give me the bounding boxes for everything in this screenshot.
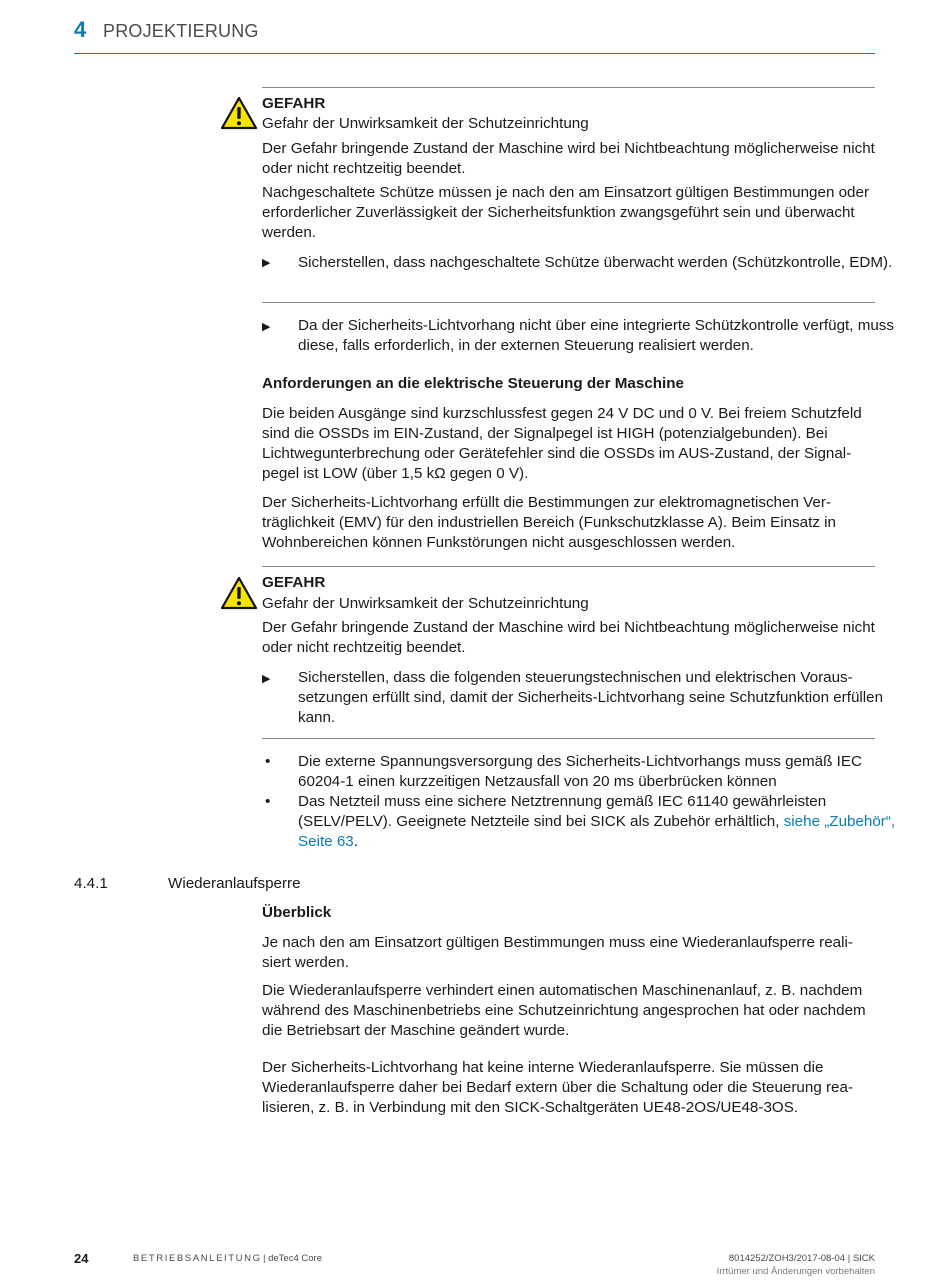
header-divider [74, 53, 875, 54]
warning-action: Sicherstellen, dass nachgeschaltete Schütze überwacht werden (Schützkontrolle, EDM). [298, 254, 893, 271]
triangle-right-icon: ▶ [262, 257, 271, 269]
warning-paragraph: Der Gefahr bringende Zustand der Maschine wird bei Nichtbeachtung möglicherweise nicht oder nicht rechtzeitig beendet. [262, 140, 875, 177]
warning-top-rule [262, 566, 875, 567]
triangle-right-icon: ▶ [262, 673, 271, 685]
footer-product: | deTec4 Core [263, 1253, 322, 1264]
subheading: Anforderungen an die elektrische Steuerung der Maschine [262, 375, 684, 392]
chapter-title: PROJEKTIERUNG [103, 21, 259, 41]
list-item-end: . [353, 833, 358, 850]
warning-signal-word: GEFAHR [262, 95, 326, 112]
footer-doc-ref: 8014252/ZOH3/2017-08-04 | SICK [728, 1253, 875, 1264]
paragraph: Die Wiederanlaufsperre verhindert einen automatischen Maschinenanlauf, z. B. nachdem während des Maschinenbetriebs eine Schutzeinrichtung angesprochen hat oder nachdem die Betriebsart der Maschine geändert wurde. [262, 982, 866, 1039]
footer-doc-type: BETRIEBSANLEITUNG [133, 1253, 262, 1264]
page-number: 24 [74, 1251, 89, 1266]
paragraph: Der Sicherheits-Lichtvorhang erfüllt die Bestimmungen zur elektromagnetischen Verträglichkeit (EMV) für den industriellen Bereich (Funkschutzklasse A). Beim Einsatz in Wohnbereichen können Funkstörungen nicht ausgeschlossen werden. [262, 494, 836, 551]
list-item: Die externe Spannungsversorgung des Sicherheits-Lichtvorhangs muss gemäß IEC 60204-1 einen kurzzeitigen Netzausfall von 20 ms überbrücken können [298, 753, 862, 790]
paragraph: Je nach den am Einsatzort gültigen Bestimmungen muss eine Wiederanlaufsperre realisiert werden. [262, 934, 853, 971]
paragraph: Die beiden Ausgänge sind kurzschlussfest gegen 24 V DC und 0 V. Bei freiem Schutzfeld sind die OSSDs im EIN-Zustand, der Signalpegel ist HIGH (potenzialgebunden). Bei Lichtwegunterbrechung oder Gerätefehler sind die OSSDs im AUS-Zustand, der Signalpegel ist LOW (über 1,5 kΩ gegen 0 V). [262, 405, 862, 482]
chapter-number: 4 [74, 17, 87, 42]
triangle-right-icon: ▶ [262, 321, 271, 333]
warning-bottom-rule [262, 302, 875, 303]
warning-triangle-icon [220, 96, 258, 130]
footer-disclaimer: Irrtümer und Änderungen vorbehalten [716, 1266, 875, 1277]
action-item: Da der Sicherheits-Lichtvorhang nicht über eine integrierte Schützkontrolle verfügt, muss diese, falls erforderlich, in der externen Steuerung realisiert werden. [298, 317, 894, 354]
subheading: Überblick [262, 904, 332, 921]
paragraph: Der Sicherheits-Lichtvorhang hat keine interne Wiederanlaufsperre. Sie müssen die Wiederanlaufsperre daher bei Bedarf extern über die Schaltung oder die Steuerung realisieren, z. B. in Verbindung mit den SICK-Schaltgeräten UE48-2OS/UE48-3OS. [262, 1059, 853, 1116]
list-item-text: Das Netzteil muss eine sichere Netztrennung gemäß IEC 61140 gewährleisten (SELV/PELV). Geeignete Netzteile sind bei SICK als Zubehör erhältlich, [298, 793, 827, 830]
warning-paragraph: Der Gefahr bringende Zustand der Maschine wird bei Nichtbeachtung möglicherweise nicht oder nicht rechtzeitig beendet. [262, 619, 875, 656]
section-number: 4.4.1 [74, 875, 108, 892]
warning-action: Sicherstellen, dass die folgenden steuerungstechnischen und elektrischen Voraussetzungen erfüllt sind, damit der Sicherheits-Lichtvorhang seine Schutzfunktion erfüllen kann. [298, 669, 884, 726]
section-title: Wiederanlaufsperre [168, 875, 301, 892]
warning-top-rule [262, 87, 875, 88]
warning-bottom-rule [262, 738, 875, 739]
bullet-icon: • [265, 753, 271, 770]
warning-subtitle: Gefahr der Unwirksamkeit der Schutzeinrichtung [262, 595, 589, 612]
accessories-link[interactable]: siehe „Zubehör“, Seite 63 [298, 813, 896, 850]
warning-paragraph: Nachgeschaltete Schütze müssen je nach den am Einsatzort gültigen Bestimmungen oder erforderlicher Zuverlässigkeit der Sicherheitsfunktion zwangsgeführt sein und überwacht werden. [262, 184, 870, 241]
warning-subtitle: Gefahr der Unwirksamkeit der Schutzeinrichtung [262, 115, 589, 132]
list-item [298, 792, 911, 852]
warning-triangle-icon [220, 576, 258, 610]
bullet-icon: • [265, 793, 271, 810]
warning-signal-word: GEFAHR [262, 574, 326, 591]
